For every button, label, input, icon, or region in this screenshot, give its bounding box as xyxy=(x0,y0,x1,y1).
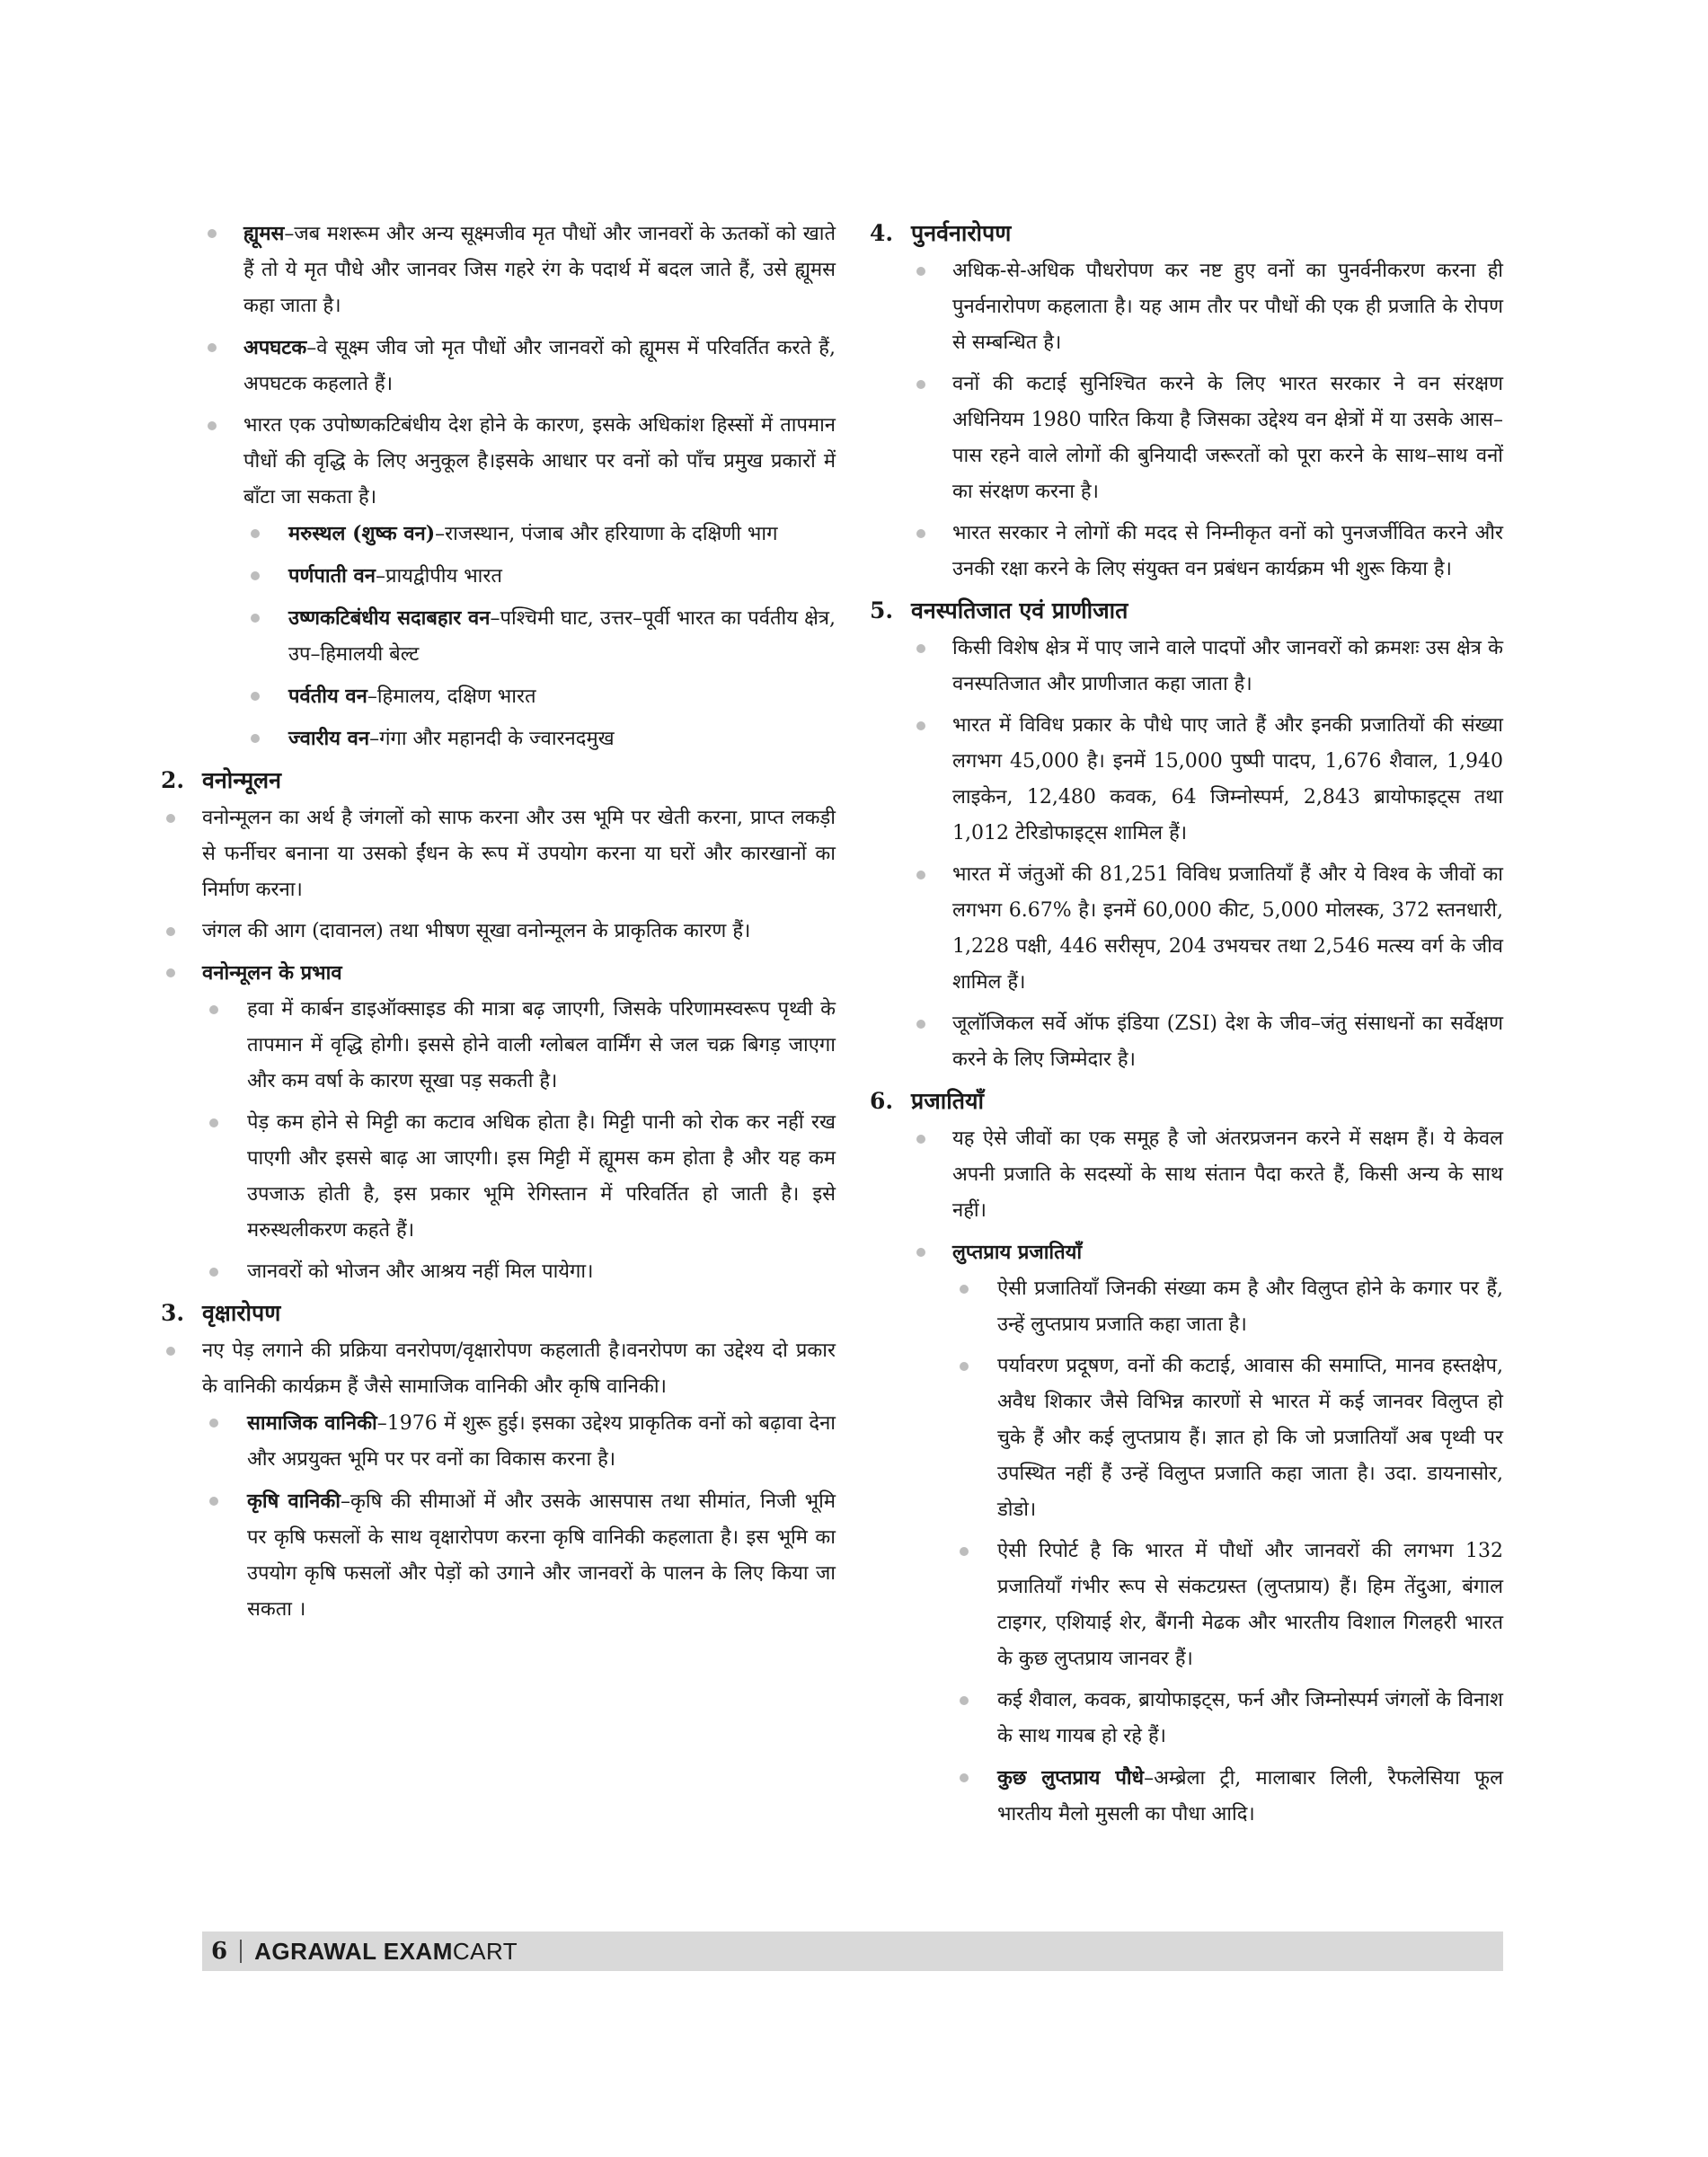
bullet-icon xyxy=(251,571,260,580)
list-item: पेड़ कम होने से मिट्टी का कटाव अधिक होता है। मिट्टी पानी को रोक कर नहीं रख पाएगी और इससे बाढ़ आ जाएगी। इस मिट्टी में ह्यूमस कम होता है और यह कम उपजाऊ होती है, इस प्रकार भूमि रेगिस्तान में परिवर्तित हो जाती है। इसे मरुस्थलीकरण कहते हैं। xyxy=(202,1105,836,1249)
section-title: वनोन्मूलन xyxy=(202,767,281,793)
forestry-list xyxy=(202,1405,836,1628)
list-item: पर्यावरण प्रदूषण, वनों की कटाई, आवास की समाप्ति, मानव हस्तक्षेप, अवैध शिकार जैसे विभिन्न कारणों से भारत में कई जानवर विलुप्त हो चुके हैं और कई लुप्तप्राय हैं। ज्ञात हो कि जो प्रजातियाँ अब पृथ्वी पर उपस्थित नहीं हैं उन्हें विलुप्त प्रजाति कहा जाता है। उदा. डायनासोर, डोडो। xyxy=(952,1348,1503,1528)
section-number: 3. xyxy=(161,1300,185,1326)
list-item: वनोन्मूलन के प्रभाव हवा में कार्बन डाइऑक्साइड की मात्रा बढ़ जाएगी, जिसके परिणामस्वरूप पृथ्वी के तापमान में वृद्धि होगी। इससे होने वाली ग्लोबल वार्मिंग से जल चक्र बिगड़ जाएगा और कम वर्षा के कारण सूखा पड़ सकती है। पेड़ कम होने से मिट्टी का कटाव अधिक होता है। मिट्टी पानी को रोक कर नहीं रख पाएगी और इससे बाढ़ आ जाएगी। इस मिट्टी में ह्यूमस कम होता है और यह कम उपजाऊ होती है, इस प्रकार भूमि रेगिस्तान में परिवर्तित हो जाती है। इसे मरुस्थलीकरण कहते हैं। जानवरों को भोजन और आश्रय नहीं मिल पायेगा। xyxy=(161,955,836,1290)
list-item: भारत एक उपोष्णकटिबंधीय देश होने के कारण, इसके अधिकांश हिस्सों में तापमान पौधों की वृद्धि के लिए अनुकूल है।इसके आधार पर वनों को पाँच प्रमुख प्रकारों में बाँटा जा सकता है। मरुस्थल (शुष्क वन)–राजस्थान, पंजाब और हरियाणा के दक्षिणी भाग पर्णपाती वन–प्रायद्वीपीय भारत उष्णकटिबंधीय सदाबहार वन–पश्चिमी घाट, उत्तर–पूर्वी भारत का पर्वतीय क्षेत्र, उप–हिमालयी बेल्ट पर्वतीय वन–हिमालय, दक्षिण भारत ज्वारीय वन–गंगा और महानदी के ज्वारनदमुख xyxy=(202,408,836,757)
footer-divider xyxy=(240,1940,242,1963)
section-list xyxy=(161,800,836,1290)
list-item: जंगल की आग (दावानल) तथा भीषण सूखा वनोन्मूलन के प्राकृतिक कारण हैं। xyxy=(161,914,836,950)
section-title: प्रजातियाँ xyxy=(911,1088,984,1114)
page-footer xyxy=(202,1932,1503,1971)
list-item: ऐसी प्रजातियाँ जिनकी संख्या कम है और विलुप्त होने के कगार पर हैं, उन्हें लुप्तप्राय प्रजाति कहा जाता है। xyxy=(952,1271,1503,1343)
list-item: कृषि वानिकी–कृषि की सीमाओं में और उसके आसपास तथा सीमांत, निजी भूमि पर कृषि फसलों के साथ वृक्षारोपण करना कृषि वानिकी कहलाता है। इस भूमि का उपयोग कृषि फसलों और पेड़ों को उगाने और जानवरों के पालन के लिए किया जा सकता । xyxy=(202,1483,836,1628)
left-column xyxy=(161,216,836,1633)
section-list xyxy=(161,1333,836,1628)
bullet-icon xyxy=(916,1248,925,1257)
list-item: भारत में जंतुओं की 81,251 विविध प्रजातियाँ हैं और ये विश्व के जीवों का लगभग 6.67% है। इनमें 60,000 कीट, 5,000 मोलस्क, 372 स्तनधारी, 1,228 पक्षी, 446 सरीसृप, 204 उभयचर तथा 2,546 मत्स्य वर्ग के जीव शामिल हैं। xyxy=(911,857,1503,1001)
section-reforestation xyxy=(870,216,1503,588)
bullet-icon xyxy=(916,529,925,538)
section-number: 5. xyxy=(870,597,894,623)
bullet-icon xyxy=(916,267,925,276)
section-title: वनस्पतिजात एवं प्राणीजात xyxy=(911,597,1128,623)
list-item: भारत में विविध प्रकार के पौधे पाए जाते हैं और इनकी प्रजातियों की संख्या लगभग 45,000 है। इनमें 15,000 पुष्पी पादप, 1,676 शैवाल, 1,940 लाइकेन, 12,480 कवक, 64 जिम्नोस्पर्म, 2,843 ब्रायोफाइट्स तथा 1,012 टेरिडोफाइट्स शामिल हैं। xyxy=(911,708,1503,852)
list-item: सामाजिक वानिकी–1976 में शुरू हुई। इसका उद्देश्य प्राकृतिक वनों को बढ़ावा देना और अप्रयुक्त भूमि पर पर वनों का विकास करना है। xyxy=(202,1405,836,1478)
bullet-icon xyxy=(209,1419,218,1428)
list-item: जानवरों को भोजन और आश्रय नहीं मिल पायेगा। xyxy=(202,1254,836,1290)
section-number: 2. xyxy=(161,767,185,793)
list-item: हवा में कार्बन डाइऑक्साइड की मात्रा बढ़ जाएगी, जिसके परिणामस्वरूप पृथ्वी के तापमान में वृद्धि होगी। इससे होने वाली ग्लोबल वार्मिंग से जल चक्र बिगड़ जाएगा और कम वर्षा के कारण सूखा पड़ सकती है। xyxy=(202,992,836,1100)
bullet-icon xyxy=(209,1118,218,1127)
section-plantation xyxy=(161,1295,836,1628)
intro-list xyxy=(202,216,836,757)
section-list xyxy=(870,253,1503,588)
section-number: 4. xyxy=(870,220,894,246)
bullet-icon xyxy=(208,229,217,238)
list-item: उष्णकटिबंधीय सदाबहार वन–पश्चिमी घाट, उत्तर–पूर्वी भारत का पर्वतीय क्षेत्र, उप–हिमालयी बेल्ट xyxy=(243,600,836,673)
bullet-icon xyxy=(166,814,175,823)
bullet-icon xyxy=(251,529,260,538)
list-item: ह्यूमस–जब मशरूम और अन्य सूक्ष्मजीव मृत पौधों और जानवरों के ऊतकों को खाते हैं तो ये मृत पौधे और जानवर जिस गहरे रंग के पदार्थ में बदल जाते हैं, उसे ह्यूमस कहा जाता है। xyxy=(202,216,836,324)
bullet-icon xyxy=(166,968,175,977)
bullet-icon xyxy=(208,343,217,352)
bullet-icon xyxy=(916,644,925,653)
endangered-list xyxy=(952,1271,1503,1833)
bullet-icon xyxy=(209,1268,218,1277)
bullet-icon xyxy=(166,1347,175,1356)
bullet-icon xyxy=(960,1547,969,1556)
bullet-icon xyxy=(251,692,260,701)
bullet-icon xyxy=(251,734,260,743)
bullet-icon xyxy=(960,1362,969,1371)
page-number: 6 xyxy=(211,1938,228,1965)
bullet-icon xyxy=(916,1020,925,1029)
list-item: ज्वारीय वन–गंगा और महानदी के ज्वारनदमुख xyxy=(243,720,836,757)
right-column xyxy=(870,216,1503,1838)
section-flora-fauna xyxy=(870,593,1503,1078)
bullet-icon xyxy=(209,1497,218,1506)
forest-types-list xyxy=(243,516,836,757)
bullet-icon xyxy=(166,927,175,936)
list-item: नए पेड़ लगाने की प्रक्रिया वनरोपण/वृक्षारोपण कहलाती है।वनरोपण का उद्देश्य दो प्रकार के वानिकी कार्यक्रम हैं जैसे सामाजिक वानिकी और कृषि वानिकी। सामाजिक वानिकी–1976 में शुरू हुई। इसका उद्देश्य प्राकृतिक वनों को बढ़ावा देना और अप्रयुक्त भूमि पर पर वनों का विकास करना है। कृषि वानिकी–कृषि की सीमाओं में और उसके आसपास तथा सीमांत, निजी भूमि पर कृषि फसलों के साथ वृक्षारोपण करना कृषि वानिकी कहलाता है। इस भूमि का उपयोग कृषि फसलों और पेड़ों को उगाने और जानवरों के पालन के लिए किया जा सकता । xyxy=(161,1333,836,1628)
list-item: पर्वतीय वन–हिमालय, दक्षिण भारत xyxy=(243,678,836,715)
bullet-icon xyxy=(916,871,925,880)
list-item: पर्णपाती वन–प्रायद्वीपीय भारत xyxy=(243,558,836,595)
section-list xyxy=(870,1121,1503,1833)
section-title: वृक्षारोपण xyxy=(202,1300,281,1326)
bullet-icon xyxy=(916,380,925,389)
list-item: कई शैवाल, कवक, ब्रायोफाइट्स, फर्न और जिम्नोस्पर्म जंगलों के विनाश के साथ गायब हो रहे हैं। xyxy=(952,1683,1503,1755)
bullet-icon xyxy=(960,1696,969,1705)
list-item: जूलॉजिकल सर्वे ऑफ इंडिया (ZSI) देश के जीव–जंतु संसाधनों का सर्वेक्षण करने के लिए जिम्मेदार है। xyxy=(911,1006,1503,1078)
list-item: किसी विशेष क्षेत्र में पाए जाने वाले पादपों और जानवरों को क्रमशः उस क्षेत्र के वनस्पतिजात और प्राणीजात कहा जाता है। xyxy=(911,631,1503,703)
bullet-icon xyxy=(960,1773,969,1782)
list-item: अधिक-से-अधिक पौधरोपण कर नष्ट हुए वनों का पुनर्वनीकरण करना ही पुनर्वनारोपण कहलाता है। यह आम तौर पर पौधों की एक ही प्रजाति के रोपण से सम्बन्धित है। xyxy=(911,253,1503,361)
brand-logo: AGRAWAL EXAMCART xyxy=(254,1937,518,1965)
list-item: लुप्तप्राय प्रजातियाँ ऐसी प्रजातियाँ जिनकी संख्या कम है और विलुप्त होने के कगार पर हैं, उन्हें लुप्तप्राय प्रजाति कहा जाता है। पर्यावरण प्रदूषण, वनों की कटाई, आवास की समाप्ति, मानव हस्तक्षेप, अवैध शिकार जैसे विभिन्न कारणों से भारत में कई जानवर विलुप्त हो चुके हैं और कई लुप्तप्राय हैं। ज्ञात हो कि जो प्रजातियाँ अब पृथ्वी पर उपस्थित नहीं हैं उन्हें विलुप्त प्रजाति कहा जाता है। उदा. डायनासोर, डोडो। ऐसी रिपोर्ट है कि भारत में पौधों और जानवरों की लगभग 132 प्रजातियाँ गंभीर रूप से संकटग्रस्त (लुप्तप्राय) हैं। हिम तेंदुआ, बंगाल टाइगर, एशियाई शेर, बैंगनी मेढक और भारतीय विशाल गिलहरी भारत के कुछ लुप्तप्राय जानवर हैं। कई शैवाल, कवक, ब्रायोफाइट्स, फर्न और जिम्नोस्पर्म जंगलों के विनाश के साथ गायब हो रहे हैं। कुछ लुप्तप्राय पौधे–अम्ब्रेला ट्री, मालाबार लिली, रैफलेसिया फूल भारतीय मैलो मुसली का पौधा आदि। xyxy=(911,1234,1503,1833)
section-title: पुनर्वनारोपण xyxy=(911,220,1012,246)
bullet-icon xyxy=(960,1285,969,1294)
bullet-icon xyxy=(209,1005,218,1014)
section-list xyxy=(870,631,1503,1078)
section-number: 6. xyxy=(870,1088,894,1114)
list-item: कुछ लुप्तप्राय पौधे–अम्ब्रेला ट्री, मालाबार लिली, रैफलेसिया फूल भारतीय मैलो मुसली का पौधा आदि। xyxy=(952,1760,1503,1833)
section-deforestation xyxy=(161,763,836,1290)
list-item: यह ऐसे जीवों का एक समूह है जो अंतरप्रजनन करने में सक्षम हैं। ये केवल अपनी प्रजाति के सदस्यों के साथ संतान पैदा करते हैं, किसी अन्य के साथ नहीं। xyxy=(911,1121,1503,1229)
bullet-icon xyxy=(916,721,925,730)
list-item: भारत सरकार ने लोगों की मदद से निम्नीकृत वनों को पुनजर्जीवित करने और उनकी रक्षा करने के लिए संयुक्त वन प्रबंधन कार्यक्रम भी शुरू किया है। xyxy=(911,516,1503,588)
list-item: वनों की कटाई सुनिश्चित करने के लिए भारत सरकार ने वन संरक्षण अधिनियम 1980 पारित किया है जिसका उद्देश्य वन क्षेत्रों में या उसके आस–पास रहने वाले लोगों की बुनियादी जरूरतों को पूरा करने के साथ–साथ वनों का संरक्षण करना है। xyxy=(911,367,1503,510)
list-item: मरुस्थल (शुष्क वन)–राजस्थान, पंजाब और हरियाणा के दक्षिणी भाग xyxy=(243,516,836,553)
list-item: ऐसी रिपोर्ट है कि भारत में पौधों और जानवरों की लगभग 132 प्रजातियाँ गंभीर रूप से संकटग्रस्त (लुप्तप्राय) हैं। हिम तेंदुआ, बंगाल टाइगर, एशियाई शेर, बैंगनी मेढक और भारतीय विशाल गिलहरी भारत के कुछ लुप्तप्राय जानवर हैं। xyxy=(952,1534,1503,1677)
list-item: अपघटक–वे सूक्ष्म जीव जो मृत पौधों और जानवरों को ह्यूमस में परिवर्तित करते हैं, अपघटक कहलाते हैं। xyxy=(202,330,836,402)
bullet-icon xyxy=(208,421,217,430)
bullet-icon xyxy=(916,1135,925,1144)
section-species xyxy=(870,1083,1503,1833)
effects-list xyxy=(202,992,836,1290)
list-item: वनोन्मूलन का अर्थ है जंगलों को साफ करना और उस भूमि पर खेती करना, प्राप्त लकड़ी से फर्नीचर बनाना या उसको ईंधन के रूप में उपयोग करना या घरों और कारखानों का निर्माण करना। xyxy=(161,800,836,908)
bullet-icon xyxy=(251,614,260,623)
